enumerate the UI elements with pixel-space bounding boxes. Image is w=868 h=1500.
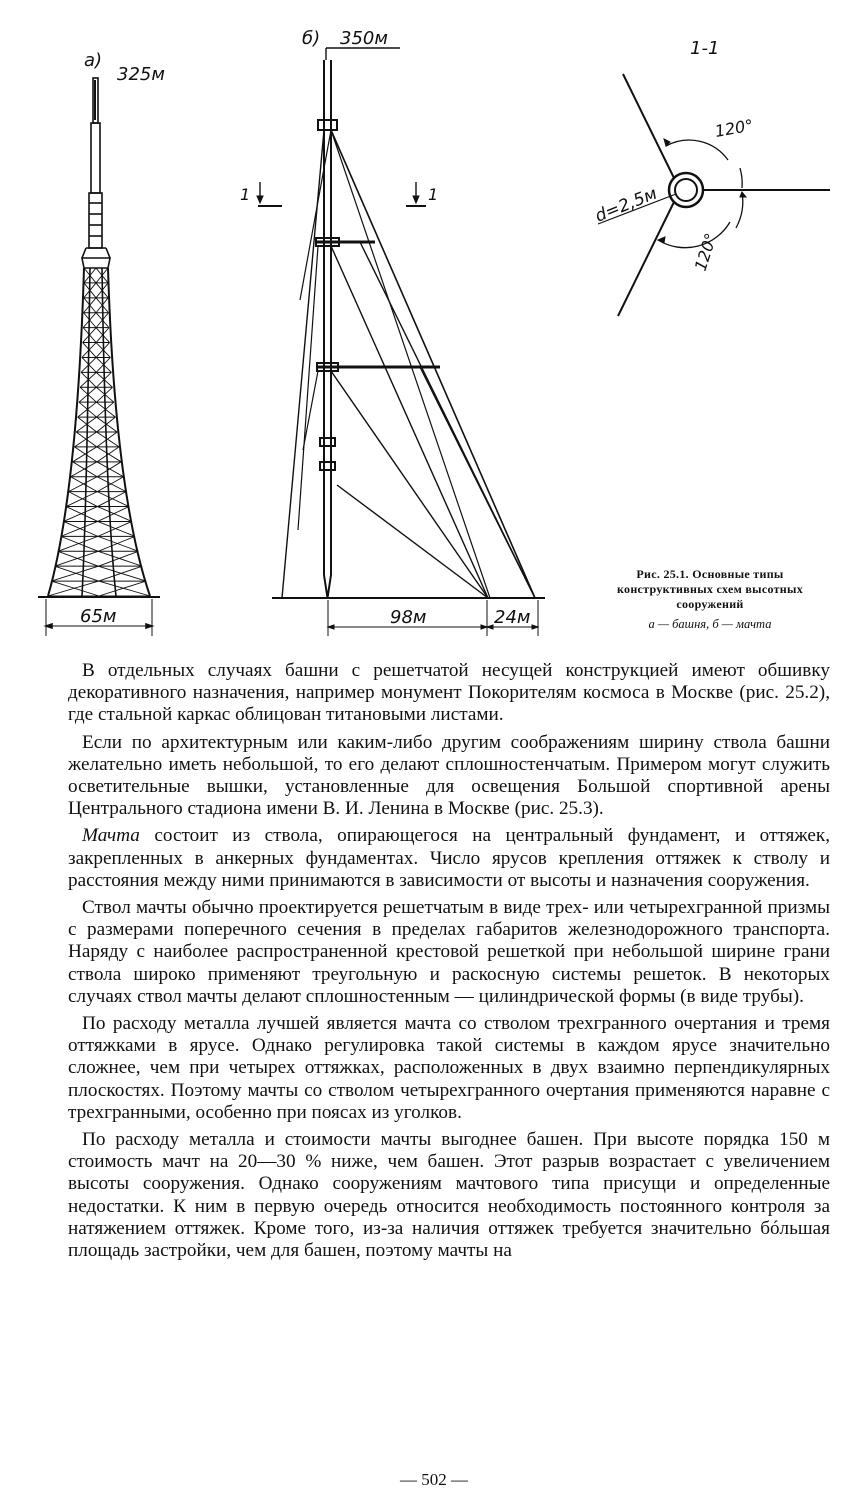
tower-drawing bbox=[38, 78, 160, 636]
section-title: 1-1 bbox=[690, 38, 720, 59]
caption-legend: а — башня, б — мачта bbox=[648, 617, 772, 631]
paragraph bbox=[68, 660, 830, 727]
tower-label: а) bbox=[84, 50, 103, 71]
mast-dim-right-label: 24м bbox=[494, 607, 531, 628]
mast-height-label: 350м bbox=[340, 28, 388, 49]
section-mark-right: 1 bbox=[428, 185, 439, 204]
figure-caption bbox=[590, 567, 830, 632]
paragraph bbox=[68, 732, 830, 821]
angle-bottom-label: 120° bbox=[690, 230, 721, 274]
tower-base-label: 65м bbox=[80, 606, 117, 627]
figure-drawing bbox=[0, 0, 868, 650]
paragraph-text: По расходу металла и стоимости мачты выгоднее башен. При высоте порядка 150 м стоимость мачт на 20—30 % ниже, чем башен. Этот разрыв возрастает с увеличением высоты сооружения. Однако сооружениям мачтового типа присущи и определенные недостатки. К ним в первую очередь относится необходимость постоянного контроля за натяжением оттяжек. Кроме того, из-за наличия оттяжек требуется значительно бóльшая площадь застройки, чем для башен, поэтому мачты на bbox=[68, 1129, 830, 1262]
mast-label: б) bbox=[302, 28, 321, 49]
paragraph bbox=[68, 897, 830, 1008]
mast-dim-center-label: 98м bbox=[390, 607, 427, 628]
section-diameter-label: d=2,5м bbox=[592, 183, 661, 227]
paragraph-text: Ствол мачты обычно проектируется решетчатым в виде трех- или четырехгранной призмы с размерами поперечного сечения в пределах габаритов железнодорожного транспорта. Наряду с наиболее распространенной крестовой решеткой при небольшой ширине грани ствола широко применяют треугольную и раскосную системы решеток. В некоторых случаях ствол мачты делают сплошностенным — цилиндрической формы (в виде трубы). bbox=[68, 897, 830, 1007]
figure-25-1 bbox=[0, 0, 868, 650]
angle-top-label: 120° bbox=[713, 115, 755, 141]
paragraph bbox=[68, 1013, 830, 1124]
mast-drawing bbox=[257, 48, 545, 636]
tower-height-label: 325м bbox=[117, 64, 165, 85]
body-text bbox=[68, 660, 830, 1267]
section-mark-left: 1 bbox=[240, 185, 251, 204]
paragraph-text: В отдельных случаях башни с решетчатой несущей конструкцией имеют обшивку декоративного назначения, например монумент Покорителям космоса в Москве (рис. 25.2), где стальной каркас облицован титановыми листами. bbox=[68, 660, 830, 726]
paragraph bbox=[68, 1129, 830, 1262]
caption-title: Рис. 25.1. Основные типы конструктивных схем высотных сооружений bbox=[616, 567, 803, 611]
paragraph bbox=[68, 825, 830, 892]
paragraph-text: Если по архитектурным или каким-либо другим соображениям ширину ствола башни желательно иметь небольшой, то его делают сплошностенчатым. Примером могут служить осветительные вышки, установленные для освещения Большой спортивной арены Центрального стадиона имени В. И. Ленина в Москве (рис. 25.3). bbox=[68, 731, 830, 820]
page-number: — 502 — bbox=[400, 1470, 468, 1489]
paragraph-text: По расходу металла лучшей является мачта со стволом трехгранного очертания и тремя оттяжками в ярусе. Однако регулировка такой системы в каждом ярусе значительно сложнее, чем при четырех оттяжках, расположенных в двух взаимно перпендикулярных плоскостях. Поэтому мачты со стволом четырехгранного очертания применяются наравне с трехгранными, особенно при поясах из уголков. bbox=[68, 1013, 830, 1123]
term-mast: Мачта bbox=[82, 825, 140, 847]
paragraph-text: состоит из ствола, опирающегося на центральный фундамент, и оттяжек, закрепленных в анкерных фундаментах. Число ярусов крепления оттяжек к стволу и расстояния между ними принимаются в зависимости от высоты и назначения сооружения. bbox=[68, 825, 830, 891]
